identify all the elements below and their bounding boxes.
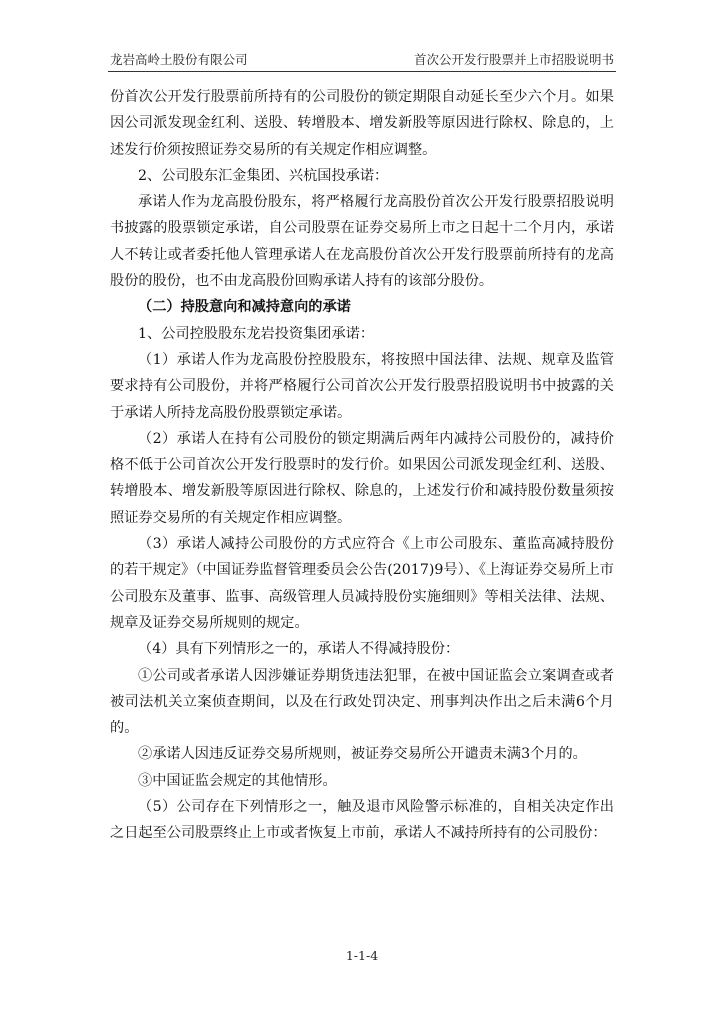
page-body: [110, 84, 614, 847]
paragraph-shareholder-commitment-title: 2、公司股东汇金集团、兴杭国投承诺：: [138, 167, 389, 184]
paragraph-item-4: （4）具有下列情形之一的，承诺人不得减持股份：: [138, 641, 460, 658]
paragraph-item-1: （1）承诺人作为龙高股份控股股东，将按照中国法律、法规、规章及监管要求持有公司股份，并将严格履行公司首次公开发行股票招股说明书中披露的关于承诺人所持龙高股份股票锁定承诺。: [110, 351, 614, 421]
paragraph-item-3: （3）承诺人减持公司股份的方式应符合《上市公司股东、董监高减持股份的若干规定》（中国证券监督管理委员会公告(2017)9号）、《上海证券交易所上市公司股东及董事、监事、高级管理人员减持股份实施细则》等相关法律、法规、规章及证券交易所规则的规定。: [110, 536, 614, 631]
paragraph-circumstance-2: ②承诺人因违反证券交易所规则，被证券交易所公开谴责未满3个月的。: [138, 746, 587, 763]
paragraph-controlling-shareholder-title: 1、公司控股股东龙岩投资集团承诺：: [138, 325, 375, 342]
page-header: [110, 50, 614, 70]
paragraph-item-5: （5）公司存在下列情形之一，触及退市风险警示标准的，自相关决定作出之日起至公司股票终止上市或者恢复上市前，承诺人不减持所持有的公司股份：: [110, 799, 614, 842]
paragraph-circumstance-3: ③中国证监会规定的其他情形。: [138, 772, 337, 789]
header-rule: [108, 71, 616, 72]
page-number: 1-1-4: [345, 948, 379, 963]
paragraph-item-2: （2）承诺人在持有公司股份的锁定期满后两年内减持公司股份的，减持价格不低于公司首次公开发行股票时的发行价。如果因公司派发现金红利、送股、转增股本、增发新股等原因进行除权、除息的，上述发行价和减持股份数量须按照证券交易所的有关规定作相应调整。: [110, 430, 614, 526]
paragraph-lockup-extension: 份首次公开发行股票前所持有的公司股份的锁定期限自动延长至少六个月。如果因公司派发现金红利、送股、转增股本、增发新股等原因进行除权、除息的，上述发行价须按照证券交易所的有关规定作相应调整。: [110, 89, 614, 158]
paragraph-circumstance-1: ①公司或者承诺人因涉嫌证券期货违法犯罪，在被中国证监会立案调查或者被司法机关立案侦查期间，以及在行政处罚决定、刑事判决作出之后未满6个月的。: [110, 667, 614, 737]
section-heading: （二）持股意向和减持意向的承诺: [138, 299, 351, 316]
paragraph-shareholder-commitment: 承诺人作为龙高股份股东，将严格履行龙高股份首次公开发行股票招股说明书披露的股票锁定承诺，自公司股票在证券交易所上市之日起十二个月内，承诺人不转让或者委托他人管理承诺人在龙高股份首次公开发行股票前所持有的龙高股份的股份，也不由龙高股份回购承诺人持有的该部分股份。: [110, 194, 614, 290]
header-company-name: 龙岩高岭土股份有限公司: [110, 52, 248, 67]
header-document-title: 首次公开发行股票并上市招股说明书: [413, 52, 614, 67]
